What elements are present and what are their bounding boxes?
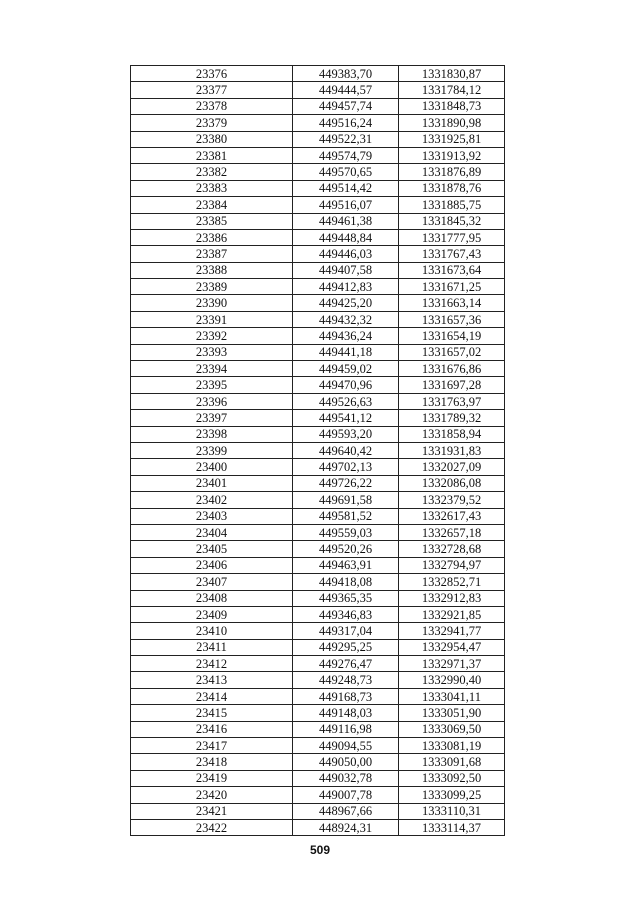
x-coordinate-cell: 449168,73 [293,688,399,704]
point-number-cell: 23416 [131,721,293,737]
y-coordinate-cell: 1333041,11 [399,688,505,704]
table-row [131,311,505,327]
y-coordinate-cell: 1333091,68 [399,754,505,770]
x-coordinate-cell: 449365,35 [293,590,399,606]
coordinates-table [130,65,505,836]
table-row [131,197,505,213]
point-number-cell: 23393 [131,344,293,360]
x-coordinate-cell: 449007,78 [293,787,399,803]
point-number-cell: 23392 [131,328,293,344]
x-coordinate-cell: 448924,31 [293,819,399,835]
table-row [131,557,505,573]
point-number-cell: 23421 [131,803,293,819]
x-coordinate-cell: 449432,32 [293,311,399,327]
y-coordinate-cell: 1331784,12 [399,82,505,98]
y-coordinate-cell: 1331858,94 [399,426,505,442]
x-coordinate-cell: 449516,24 [293,115,399,131]
table-row [131,426,505,442]
x-coordinate-cell: 449436,24 [293,328,399,344]
point-number-cell: 23418 [131,754,293,770]
x-coordinate-cell: 449317,04 [293,623,399,639]
y-coordinate-cell: 1332379,52 [399,492,505,508]
point-number-cell: 23411 [131,639,293,655]
table-row [131,377,505,393]
table-row [131,705,505,721]
table-row [131,770,505,786]
page-number: 509 [309,843,331,857]
x-coordinate-cell: 448967,66 [293,803,399,819]
table-row [131,262,505,278]
table-row [131,672,505,688]
y-coordinate-cell: 1333092,50 [399,770,505,786]
point-number-cell: 23382 [131,164,293,180]
table-row [131,656,505,672]
y-coordinate-cell: 1331767,43 [399,246,505,262]
table-row [131,213,505,229]
x-coordinate-cell: 449295,25 [293,639,399,655]
table-row [131,393,505,409]
point-number-cell: 23403 [131,508,293,524]
point-number-cell: 23398 [131,426,293,442]
point-number-cell: 23381 [131,147,293,163]
y-coordinate-cell: 1332941,77 [399,623,505,639]
point-number-cell: 23396 [131,393,293,409]
table-row [131,229,505,245]
x-coordinate-cell: 449516,07 [293,197,399,213]
point-number-cell: 23379 [131,115,293,131]
point-number-cell: 23376 [131,66,293,82]
y-coordinate-cell: 1331925,81 [399,131,505,147]
x-coordinate-cell: 449248,73 [293,672,399,688]
y-coordinate-cell: 1332954,47 [399,639,505,655]
table-row [131,738,505,754]
point-number-cell: 23417 [131,738,293,754]
x-coordinate-cell: 449457,74 [293,98,399,114]
x-coordinate-cell: 449559,03 [293,524,399,540]
table-row [131,623,505,639]
y-coordinate-cell: 1331878,76 [399,180,505,196]
table-row [131,492,505,508]
y-coordinate-cell: 1331830,87 [399,66,505,82]
point-number-cell: 23413 [131,672,293,688]
table-row [131,147,505,163]
table-row [131,606,505,622]
table-row [131,721,505,737]
y-coordinate-cell: 1332657,18 [399,524,505,540]
y-coordinate-cell: 1331848,73 [399,98,505,114]
point-number-cell: 23407 [131,574,293,590]
x-coordinate-cell: 449418,08 [293,574,399,590]
point-number-cell: 23390 [131,295,293,311]
point-number-cell: 23399 [131,442,293,458]
table-row [131,574,505,590]
x-coordinate-cell: 449346,83 [293,606,399,622]
x-coordinate-cell: 449446,03 [293,246,399,262]
point-number-cell: 23383 [131,180,293,196]
x-coordinate-cell: 449425,20 [293,295,399,311]
y-coordinate-cell: 1332921,85 [399,606,505,622]
y-coordinate-cell: 1332794,97 [399,557,505,573]
x-coordinate-cell: 449383,70 [293,66,399,82]
point-number-cell: 23419 [131,770,293,786]
point-number-cell: 23391 [131,311,293,327]
table-row [131,164,505,180]
y-coordinate-cell: 1331671,25 [399,279,505,295]
x-coordinate-cell: 449522,31 [293,131,399,147]
x-coordinate-cell: 449094,55 [293,738,399,754]
y-coordinate-cell: 1332086,08 [399,475,505,491]
y-coordinate-cell: 1331673,64 [399,262,505,278]
table-row [131,361,505,377]
x-coordinate-cell: 449412,83 [293,279,399,295]
x-coordinate-cell: 449276,47 [293,656,399,672]
y-coordinate-cell: 1333081,19 [399,738,505,754]
y-coordinate-cell: 1331697,28 [399,377,505,393]
point-number-cell: 23404 [131,524,293,540]
x-coordinate-cell: 449441,18 [293,344,399,360]
x-coordinate-cell: 449702,13 [293,459,399,475]
y-coordinate-cell: 1331931,83 [399,442,505,458]
y-coordinate-cell: 1331890,98 [399,115,505,131]
table-row [131,541,505,557]
table-row [131,524,505,540]
x-coordinate-cell: 449526,63 [293,393,399,409]
point-number-cell: 23384 [131,197,293,213]
y-coordinate-cell: 1331657,36 [399,311,505,327]
table-row [131,688,505,704]
point-number-cell: 23388 [131,262,293,278]
table-row [131,787,505,803]
table-row [131,639,505,655]
y-coordinate-cell: 1331654,19 [399,328,505,344]
x-coordinate-cell: 449691,58 [293,492,399,508]
table-row [131,508,505,524]
table-row [131,328,505,344]
point-number-cell: 23408 [131,590,293,606]
point-number-cell: 23422 [131,819,293,835]
x-coordinate-cell: 449461,38 [293,213,399,229]
y-coordinate-cell: 1331913,92 [399,147,505,163]
table-row [131,279,505,295]
x-coordinate-cell: 449541,12 [293,410,399,426]
y-coordinate-cell: 1332990,40 [399,672,505,688]
point-number-cell: 23387 [131,246,293,262]
point-number-cell: 23420 [131,787,293,803]
y-coordinate-cell: 1331789,32 [399,410,505,426]
y-coordinate-cell: 1331777,95 [399,229,505,245]
table-row [131,98,505,114]
y-coordinate-cell: 1332027,09 [399,459,505,475]
y-coordinate-cell: 1333069,50 [399,721,505,737]
y-coordinate-cell: 1332912,83 [399,590,505,606]
table-row [131,66,505,82]
x-coordinate-cell: 449726,22 [293,475,399,491]
table-row [131,459,505,475]
point-number-cell: 23380 [131,131,293,147]
point-number-cell: 23378 [131,98,293,114]
point-number-cell: 23412 [131,656,293,672]
y-coordinate-cell: 1331663,14 [399,295,505,311]
point-number-cell: 23401 [131,475,293,491]
table-row [131,803,505,819]
table-row [131,246,505,262]
point-number-cell: 23414 [131,688,293,704]
x-coordinate-cell: 449581,52 [293,508,399,524]
table-row [131,754,505,770]
table-row [131,819,505,835]
y-coordinate-cell: 1331876,89 [399,164,505,180]
x-coordinate-cell: 449520,26 [293,541,399,557]
table-body [131,66,505,836]
x-coordinate-cell: 449116,98 [293,721,399,737]
point-number-cell: 23415 [131,705,293,721]
x-coordinate-cell: 449514,42 [293,180,399,196]
y-coordinate-cell: 1333110,31 [399,803,505,819]
table-row [131,410,505,426]
point-number-cell: 23395 [131,377,293,393]
y-coordinate-cell: 1331657,02 [399,344,505,360]
point-number-cell: 23410 [131,623,293,639]
point-number-cell: 23389 [131,279,293,295]
table-row [131,590,505,606]
y-coordinate-cell: 1332852,71 [399,574,505,590]
table-row [131,475,505,491]
table-row [131,180,505,196]
point-number-cell: 23385 [131,213,293,229]
x-coordinate-cell: 449459,02 [293,361,399,377]
x-coordinate-cell: 449470,96 [293,377,399,393]
x-coordinate-cell: 449463,91 [293,557,399,573]
y-coordinate-cell: 1331676,86 [399,361,505,377]
y-coordinate-cell: 1333051,90 [399,705,505,721]
point-number-cell: 23400 [131,459,293,475]
point-number-cell: 23386 [131,229,293,245]
y-coordinate-cell: 1333114,37 [399,819,505,835]
point-number-cell: 23397 [131,410,293,426]
x-coordinate-cell: 449448,84 [293,229,399,245]
x-coordinate-cell: 449032,78 [293,770,399,786]
point-number-cell: 23405 [131,541,293,557]
x-coordinate-cell: 449640,42 [293,442,399,458]
table-row [131,442,505,458]
y-coordinate-cell: 1332971,37 [399,656,505,672]
x-coordinate-cell: 449444,57 [293,82,399,98]
y-coordinate-cell: 1332617,43 [399,508,505,524]
x-coordinate-cell: 449148,03 [293,705,399,721]
x-coordinate-cell: 449407,58 [293,262,399,278]
point-number-cell: 23409 [131,606,293,622]
point-number-cell: 23402 [131,492,293,508]
table-row [131,115,505,131]
point-number-cell: 23377 [131,82,293,98]
table-row [131,295,505,311]
y-coordinate-cell: 1332728,68 [399,541,505,557]
point-number-cell: 23394 [131,361,293,377]
x-coordinate-cell: 449574,79 [293,147,399,163]
table-row [131,344,505,360]
y-coordinate-cell: 1331763,97 [399,393,505,409]
x-coordinate-cell: 449050,00 [293,754,399,770]
x-coordinate-cell: 449593,20 [293,426,399,442]
y-coordinate-cell: 1333099,25 [399,787,505,803]
point-number-cell: 23406 [131,557,293,573]
table-row [131,131,505,147]
y-coordinate-cell: 1331885,75 [399,197,505,213]
y-coordinate-cell: 1331845,32 [399,213,505,229]
table-row [131,82,505,98]
x-coordinate-cell: 449570,65 [293,164,399,180]
